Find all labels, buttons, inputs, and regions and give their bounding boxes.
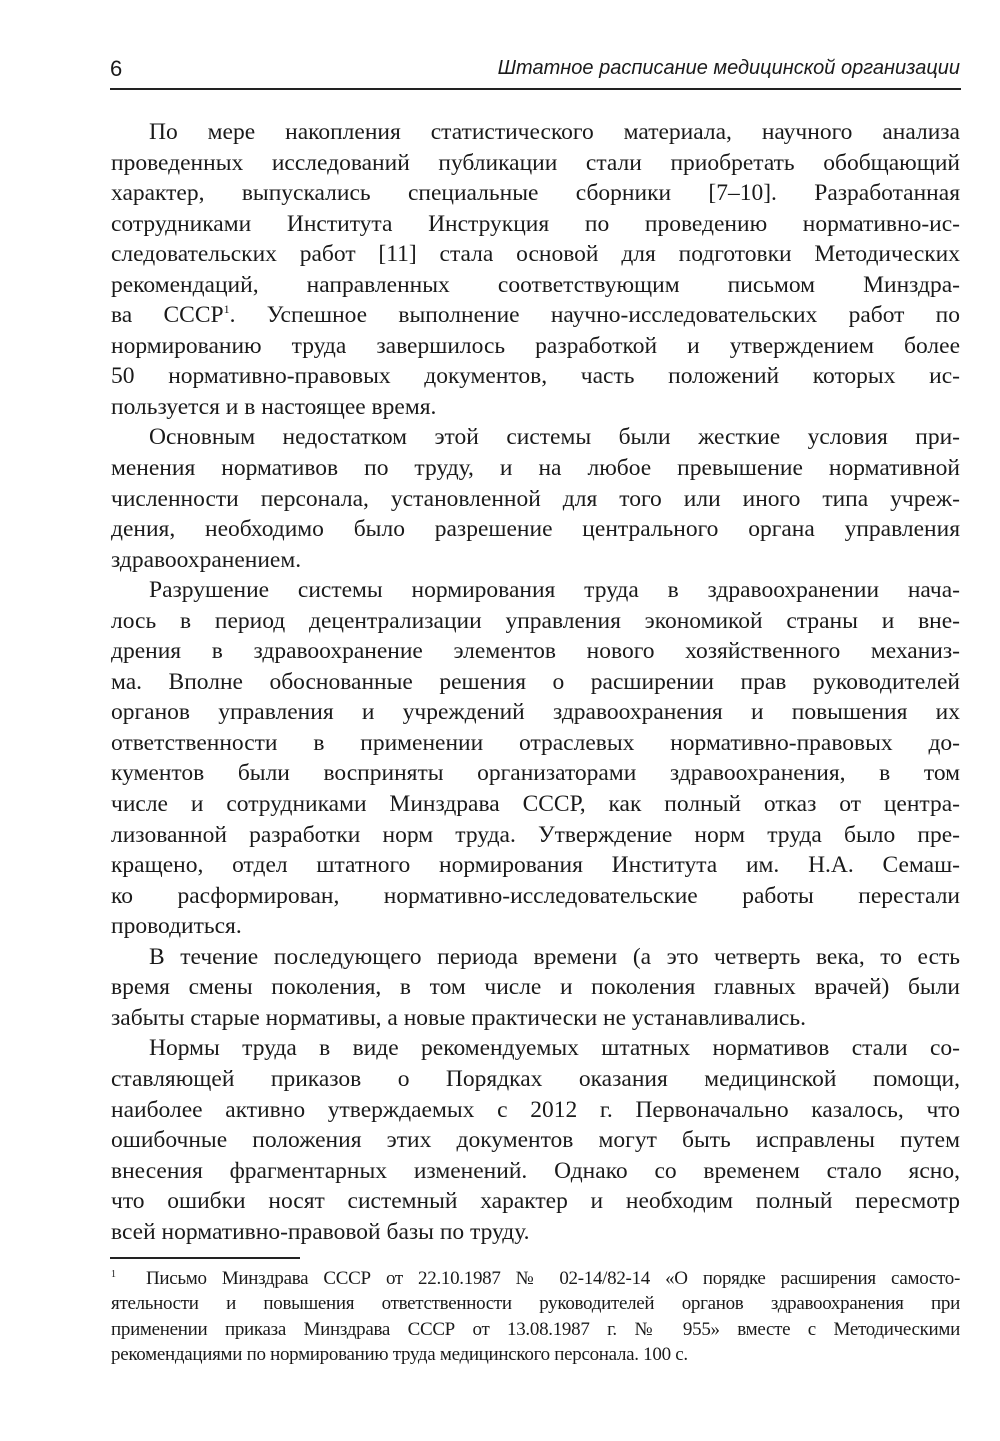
text-line: ма. Вполне обоснованные решения о расширении прав руководителей xyxy=(111,668,960,695)
text-line: всей нормативно-правовой базы по труду. xyxy=(111,1218,530,1245)
text-line: следовательских работ [11] стала основой для подготовки Методических xyxy=(111,241,960,268)
text-line: нормированию труда завершилось разработкой и утверждением более xyxy=(111,332,960,359)
text-line: 50 нормативно-правовых документов, часть положений которых ис- xyxy=(111,363,960,390)
text-line: численности персонала, установленной для того или иного типа учреж- xyxy=(111,485,960,512)
text-line: время смены поколения, в том числе и поколения главных врачей) были xyxy=(111,974,960,1001)
text-line: Основным недостатком этой системы были жесткие условия при- xyxy=(149,424,960,451)
footnote xyxy=(111,1266,960,1367)
text-line: менения нормативов по труду, и на любое превышение нормативной xyxy=(111,455,960,482)
text-line: рекомендаций, направленных соответствующим письмом Минздра- xyxy=(111,271,960,298)
footnote-line: рекомендациями по нормированию труда медицинского персонала. 100 с. xyxy=(111,1343,688,1365)
text-line: ставляющей приказов о Порядках оказания медицинской помощи, xyxy=(111,1065,960,1092)
text-line: лось в период децентрализации управления экономикой страны и вне- xyxy=(111,607,960,634)
paragraph xyxy=(111,1033,960,1247)
footnote-ref[interactable]: 1 xyxy=(223,302,230,317)
text-line: характер, выпускались специальные сборники [7–10]. Разработанная xyxy=(111,180,960,207)
text-line: Разрушение системы нормирования труда в здравоохранении нача- xyxy=(149,577,960,604)
text-line: кументов были восприняты организаторами здравоохранения, в том xyxy=(111,760,960,787)
footnote-line: применении приказа Минздрава СССР от 13.08.1987 г. № 955» вместе с Методическими xyxy=(111,1318,960,1340)
text-line: что ошибки носят системный характер и необходим полный пересмотр xyxy=(111,1188,960,1215)
text-line: дрения в здравоохранение элементов нового хозяйственного механиз- xyxy=(111,638,960,665)
text-line: По мере накопления статистического материала, научного анализа xyxy=(149,119,960,145)
text-line: проводиться. xyxy=(111,913,242,940)
footnote-marker: 1 xyxy=(111,1269,116,1280)
paragraph xyxy=(111,422,960,575)
text-line: здравоохранением. xyxy=(111,546,302,573)
text-line: Нормы труда в виде рекомендуемых штатных нормативов стали со- xyxy=(149,1035,960,1062)
text-line: ответственности в применении отраслевых нормативно-правовых до- xyxy=(111,729,960,756)
paragraph xyxy=(111,942,960,1034)
text-line: ко расформирован, нормативно-исследовательские работы перестали xyxy=(111,882,960,909)
text-line: пользуется и в настоящее время. xyxy=(111,393,437,420)
text-line: наиболее активно утверждаемых с 2012 г. Первоначально казалось, что xyxy=(111,1096,960,1123)
footnote-line: $^1$ Письмо Минздрава СССР от 22.10.1987 № 02-14/82-14 «О порядке расширения самосто- xyxy=(111,1268,960,1289)
text-line: внесения фрагментарных изменений. Однако со временем стало ясно, xyxy=(111,1157,960,1184)
text-line: органов управления и учреждений здравоохранения и повышения их xyxy=(111,699,960,726)
text-line: ошибочные положения этих документов могут быть исправлены путем xyxy=(111,1127,960,1154)
text-line: сотрудниками Института Инструкция по проведению нормативно-ис- xyxy=(111,210,960,237)
text-line: числе и сотрудниками Минздрава СССР, как полный отказ от центра- xyxy=(111,791,960,818)
header-rule xyxy=(110,88,961,90)
footnote-line: ятельности и повышения ответственности руководителей органов здравоохранения при xyxy=(111,1293,960,1315)
paragraph xyxy=(111,575,960,942)
body-text xyxy=(111,117,960,1247)
text-line: кращено, отдел штатного нормирования Института им. Н.А. Семаш- xyxy=(111,852,960,879)
text-line: В течение последующего периода времени (а это четверть века, то есть xyxy=(149,943,960,970)
text-line: дения, необходимо было разрешение центрального органа управления xyxy=(111,516,960,543)
text-line: лизованной разработки норм труда. Утверждение норм труда было пре- xyxy=(111,821,960,848)
running-title: Штатное расписание медицинской организации xyxy=(497,57,960,79)
footnote-rule xyxy=(110,1257,300,1259)
text-line: забыты старые нормативы, а новые практически не устанавливались. xyxy=(111,1004,806,1031)
paragraph xyxy=(111,117,960,422)
text-line: ва СССР$^1$. Успешное выполнение научно-исследовательских работ по xyxy=(111,302,961,329)
page-number: 6 xyxy=(110,56,123,81)
text-line: проведенных исследований публикации стали приобретать обобщающий xyxy=(111,149,960,176)
